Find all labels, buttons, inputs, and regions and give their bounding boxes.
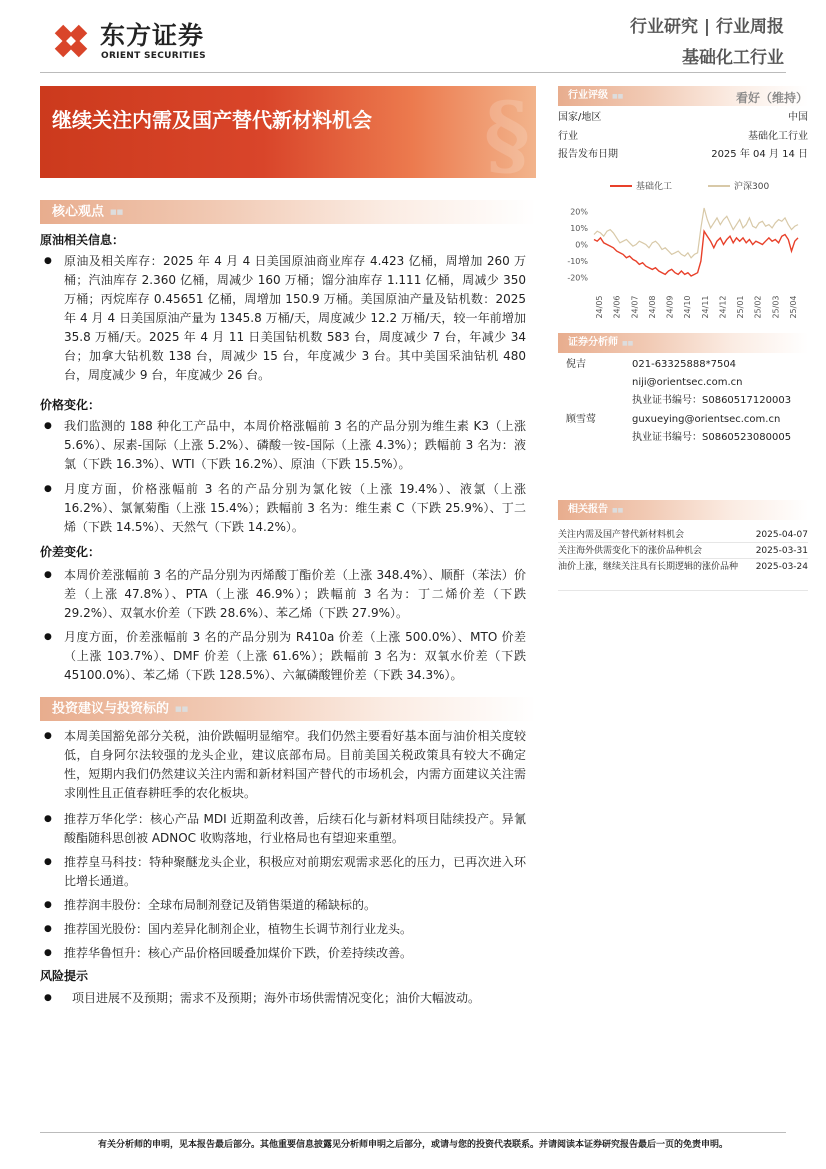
x-tick-label: 24/09	[665, 295, 675, 319]
logo-cn-text: 东方证券	[100, 21, 205, 50]
dots-icon: ■■	[612, 93, 624, 100]
x-tick-label: 25/04	[789, 295, 798, 319]
bullet-icon: ●	[44, 857, 52, 867]
bullet-icon: ●	[44, 421, 52, 431]
related-report-date: 2025-03-24	[755, 562, 808, 572]
dots-icon: ■■	[110, 208, 124, 216]
dots-icon: ■■	[622, 340, 634, 347]
related-report-date: 2025-04-07	[755, 530, 808, 540]
x-tick-label: 24/11	[700, 295, 710, 319]
report-type: 行业研究 | 行业周报	[629, 17, 784, 37]
invest-item: 推荐润丰股份：全球布局制剂登记及销售渠道的稀缺标的。	[64, 898, 377, 912]
spread-change-title: 价差变化：	[40, 545, 101, 559]
invest-item: 推荐皇马科技：特种聚醚龙头企业，积极应对前期宏观需求恶化的压力，已再次进入环比增长通道。	[64, 855, 526, 888]
analyst-email[interactable]: niji@orientsec.com.cn	[632, 377, 743, 388]
info-value: 2025 年 04 月 14 日	[711, 149, 808, 160]
bullet-icon: ●	[44, 948, 52, 958]
analyst-phone: 021-63325888*7504	[632, 359, 737, 370]
x-tick-label: 24/05	[595, 295, 604, 319]
core-view-label: 核心观点	[52, 204, 105, 220]
bullet-icon: ●	[44, 632, 52, 642]
info-label: 国家/地区	[558, 112, 602, 123]
invest-item: 推荐华鲁恒升：核心产品价格回暖叠加煤价下跌，价差持续改善。	[64, 946, 413, 960]
y-tick-label: -10%	[567, 257, 588, 267]
bullet-icon: ●	[44, 814, 52, 824]
logo-en-text: ORIENT SECURITIES	[101, 51, 206, 61]
info-value: 基础化工行业	[748, 131, 808, 142]
risk-paragraph: 项目进展不及预期；需求不及预期；海外市场供需情况变化；油价大幅波动。	[72, 991, 481, 1005]
bullet-icon: ●	[44, 924, 52, 934]
analyst-section-bar	[558, 333, 808, 353]
legend-label: 基础化工	[636, 182, 673, 192]
related-label: 相关报告	[568, 504, 608, 515]
x-tick-label: 24/12	[718, 295, 728, 319]
dots-icon: ■■	[175, 705, 189, 713]
oil-info-title: 原油相关信息：	[40, 233, 125, 247]
related-report-title[interactable]: 关注内需及国产替代新材料机会	[558, 530, 685, 540]
spread-monthly-paragraph: 月度方面，价差涨幅前 3 名的产品分别为 R410a 价差（上涨 500.0%）、MTO 价差（上涨 103.7%）、DMF 价差（上涨 61.6%）；跌幅前 3 名为：双氧水价差（下跌 45100.0%）、苯乙烯（下跌 128.5%）、六氟磷酸锂价差（下跌 34.3%）。	[64, 630, 526, 682]
footer-divider	[40, 1132, 786, 1133]
invest-label: 投资建议与投资标的	[52, 701, 170, 717]
core-view-section-bar	[40, 200, 536, 224]
report-title: 继续关注内需及国产替代新材料机会	[52, 108, 372, 132]
price-monthly-paragraph: 月度方面，价格涨幅前 3 名的产品分别为氯化铵（上涨 19.4%）、液氯（上涨 16.2%）、氯氰菊酯（上涨 15.4%）；跌幅前 3 名为：维生素 C（下跌 25.9%）、丁二烯（下跌 14.5%）、天然气（下跌 14.2%）。	[64, 482, 526, 534]
analyst-cert: 执业证书编号：S0860517120003	[632, 395, 792, 406]
related-divider	[558, 542, 808, 543]
y-tick-label: 10%	[570, 223, 588, 233]
rating-label: 行业评级	[568, 90, 608, 101]
rating-value: 看好（维持）	[735, 91, 808, 105]
bullet-icon: ●	[44, 731, 52, 741]
related-divider	[558, 590, 808, 591]
bullet-icon: ●	[44, 256, 52, 266]
analyst-email[interactable]: guxueying@orientsec.com.cn	[632, 414, 781, 425]
invest-item: 推荐万华化学：核心产品 MDI 近期盈利改善，后续石化与新材料项目陆续投产。异氰酸酯随科思创被 ADNOC 收购落地，行业格局也有望迎来重塑。	[64, 812, 526, 845]
spread-weekly-paragraph: 本周价差涨幅前 3 名的产品分别为丙烯酸丁酯价差（上涨 348.4%）、顺酐（苯法）价差（上涨 47.8%）、PTA（上涨 46.9%）；跌幅前 3 名为：丁二烯价差（下跌 29.2%）、双氧水价差（下跌 28.6%）、苯乙烯（下跌 27.9%）。	[64, 568, 526, 620]
analyst-label: 证券分析师	[568, 337, 618, 348]
performance-chart	[558, 175, 808, 320]
info-value: 中国	[788, 112, 808, 123]
related-report-title[interactable]: 关注海外供需变化下的涨价品种机会	[558, 546, 703, 556]
x-tick-label: 24/07	[630, 295, 640, 319]
analyst-name: 倪吉	[566, 359, 586, 370]
invest-item: 本周美国豁免部分关税，油价跌幅明显缩窄。我们仍然主要看好基本面与油价相关度较低，自身阿尔法较强的龙头企业，建议底部布局。目前美国关税政策具有较大不确定性，短期内我们仍然建议关注内需和新材料国产替代的市场机会，内需方面建议关注需求刚性且正值春耕旺季的农化板块。	[64, 729, 526, 800]
risk-title: 风险提示	[40, 969, 89, 983]
dots-icon: ■■	[612, 507, 624, 514]
x-tick-label: 24/06	[612, 295, 622, 319]
bullet-icon: ●	[44, 993, 52, 1003]
series-line	[594, 208, 798, 258]
analyst-cert: 执业证书编号：S0860523080005	[632, 432, 792, 443]
info-label: 报告发布日期	[558, 149, 618, 160]
y-tick-label: -20%	[567, 273, 588, 283]
x-tick-label: 25/03	[771, 295, 781, 319]
legend-label: 沪深300	[734, 182, 770, 192]
related-section-bar	[558, 500, 808, 520]
price-change-title: 价格变化：	[40, 398, 101, 412]
info-label: 行业	[558, 131, 578, 142]
related-report-title[interactable]: 油价上涨，继续关注具有长期逻辑的涨价品种	[558, 562, 739, 572]
title-banner	[40, 86, 536, 178]
related-report-date: 2025-03-31	[755, 546, 808, 556]
related-divider	[558, 558, 808, 559]
header-divider	[40, 72, 786, 73]
bullet-icon: ●	[44, 900, 52, 910]
invest-section-bar	[40, 697, 536, 721]
footer-disclaimer: 有关分析师的申明，见本报告最后部分。其他重要信息披露见分析师申明之后部分，或请与您的投资代表联系。并请阅读本证券研究报告最后一页的免责申明。	[97, 1140, 728, 1150]
x-tick-label: 25/01	[736, 295, 746, 319]
bullet-icon: ●	[44, 484, 52, 494]
invest-item: 推荐国光股份：国内差异化制剂企业，植物生长调节剂行业龙头。	[64, 922, 413, 936]
analyst-name: 顾雪莺	[566, 414, 596, 425]
y-tick-label: 20%	[570, 207, 588, 217]
y-tick-label: 0%	[575, 240, 588, 250]
x-tick-label: 24/08	[647, 295, 657, 319]
orient-securities-logo-icon	[50, 20, 92, 62]
bullet-icon: ●	[44, 570, 52, 580]
oil-info-paragraph: 原油及相关库存：2025 年 4 月 4 日美国原油商业库存 4.423 亿桶，周增加 260 万桶；汽油库存 2.360 亿桶，周减少 160 万桶；馏分油库存 1.111 亿桶，周减少 350 万桶；丙烷库存 0.45651 亿桶，周增加 150.9 万桶。美国原油产量及钻机数：2025 年 4 月 4 日美国原油产量为 1345.8 万桶/天，周度减少 12.2 万桶/天，较一年前增加 35.8 万桶/天。2025 年 4 月 11 日美国钻机数 583 台，周度减少 7 台，年减少 34 台；加拿大钻机数 138 台，周减少 15 台，年度减少 3 台。其中美国采油钻机 480 台，周度减少 9 台，年度减少 26 台。	[64, 254, 526, 382]
report-industry: 基础化工行业	[682, 48, 784, 68]
price-weekly-paragraph: 我们监测的 188 种化工产品中，本周价格涨幅前 3 名的产品分别为维生素 K3（上涨 5.6%）、尿素-国际（上涨 5.2%）、磷酸一铵-国际（上涨 4.3%）；跌幅前 3 名为：液氯（下跌 16.3%）、WTI（下跌 16.2%）、原油（下跌 15.5%）。	[64, 419, 526, 471]
banner-decoration: §	[483, 86, 530, 178]
x-tick-label: 24/10	[683, 295, 693, 319]
x-tick-label: 25/02	[753, 295, 763, 319]
